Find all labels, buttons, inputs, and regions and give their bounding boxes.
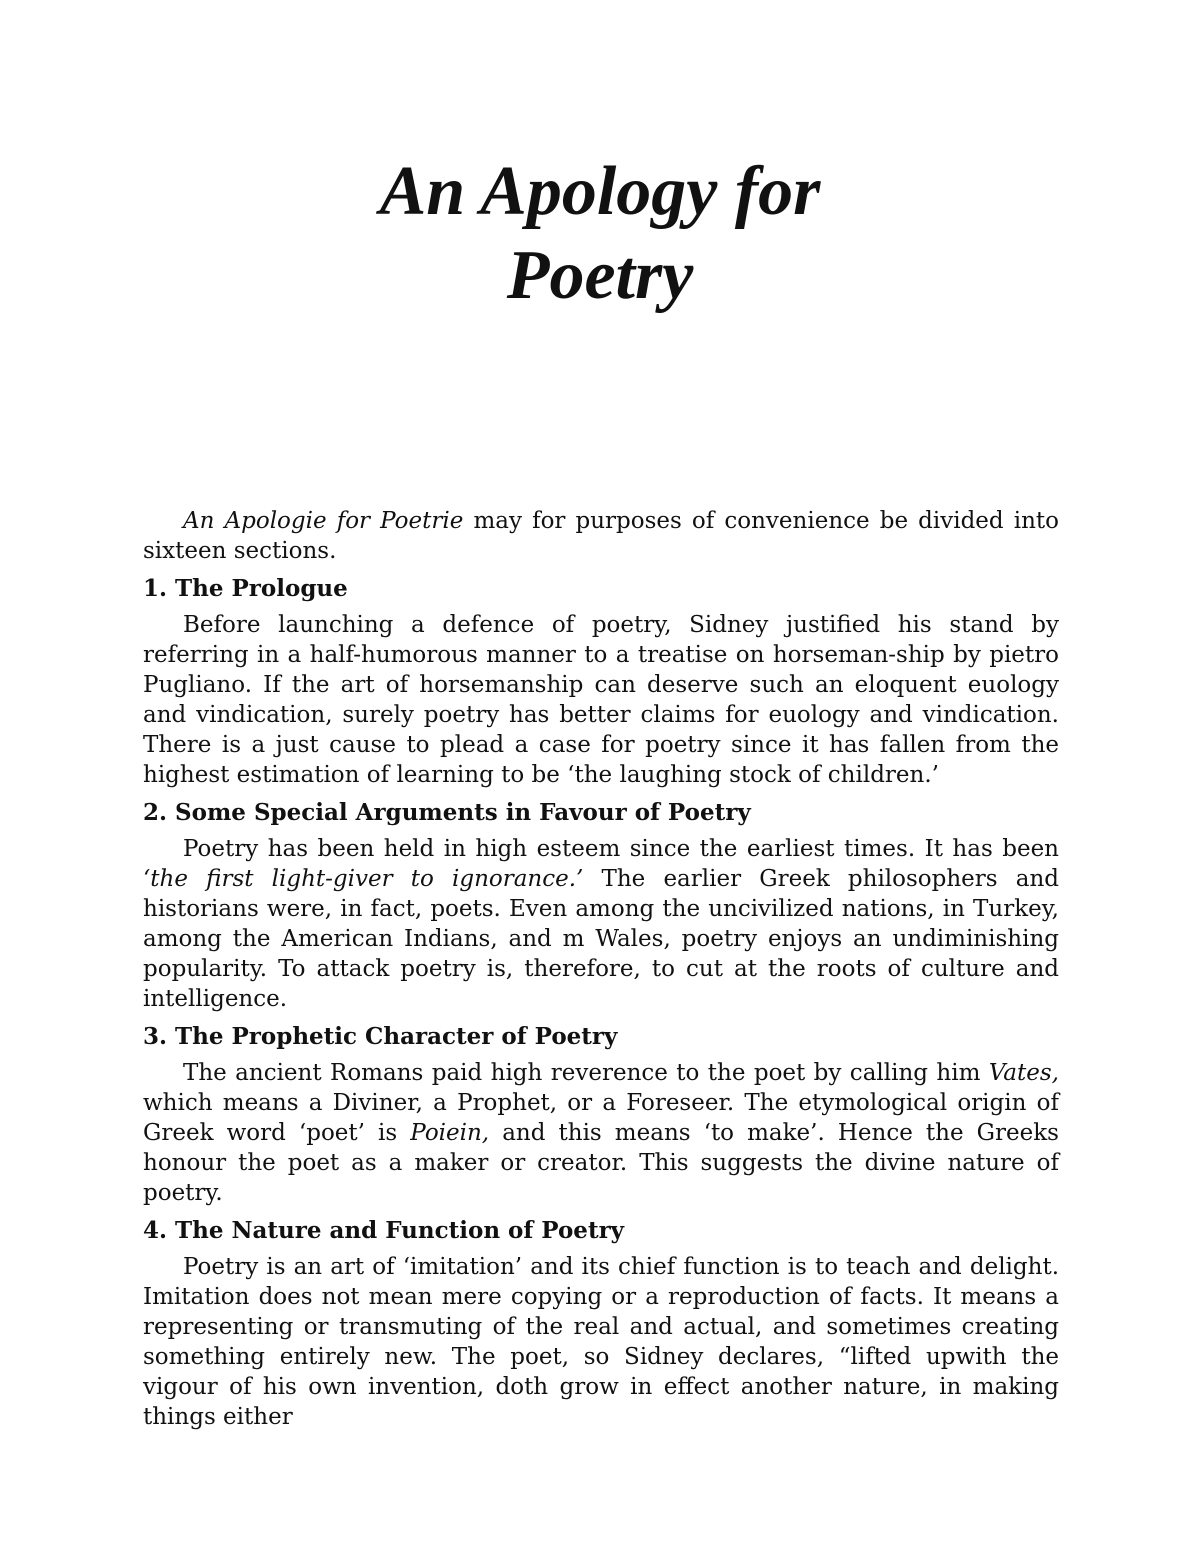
section-2-text-a: Poetry has been held in high esteem since the earliest times. It has been (183, 836, 1059, 862)
section-4-heading: 4. The Nature and Function of Poetry (143, 1217, 625, 1244)
section-4-paragraph: Poetry is an art of ‘imitation’ and its chief function is to teach and delight. Imitation does not mean mere copying or a reproduction of facts. It means a representing or transmuting of the real and actual, and sometimes creating something entirely new. The poet, so Sidney declares, “lifted upwith the vigour of his own invention, doth grow in effect another nature, in making things either (143, 1254, 1059, 1430)
document-body (143, 506, 1059, 1436)
section-2-text-b: The earlier Greek philosophers and historians were, in fact, poets. Even among the uncivilized nations, in Turkey, among the American Indians, and m Wales, poetry enjoys an undiminishing popularity. To attack poetry is, therefore, to cut at the roots of culture and intelligence. (143, 866, 1059, 1012)
section-3-text-c: and this means ‘to make’. Hence the Greeks honour the poet as a maker or creator. This suggests the divine nature of poetry. (143, 1120, 1059, 1206)
section-2-quote: ‘the first light-giver to ignorance.’ (143, 866, 584, 892)
section-3-heading: 3. The Prophetic Character of Poetry (143, 1023, 618, 1050)
section-1-heading: 1. The Prologue (143, 575, 348, 602)
intro-text: may for purposes of convenience be divided into sixteen sections. (143, 508, 1059, 564)
title-line-2: Poetry (506, 237, 694, 314)
intro-paragraph (143, 506, 1059, 566)
page-title (0, 150, 1200, 318)
section-1-paragraph: Before launching a defence of poetry, Sidney justified his stand by referring in a half-humorous manner to a treatise on horseman-ship by pietro Pugliano. If the art of horsemanship can deserve such an eloquent euology and vindication, surely poetry has better claims for euology and vindication. There is a just cause to plead a case for poetry since it has fallen from the highest estimation of learning to be ‘the laughing stock of children.’ (143, 612, 1059, 788)
section-2-paragraph (143, 834, 1059, 1014)
section-3-text-a: The ancient Romans paid high reverence to the poet by calling him (183, 1060, 989, 1086)
intro-title: An Apologie for Poetrie (183, 508, 464, 534)
section-3-paragraph (143, 1058, 1059, 1208)
section-3-term-poiein: Poiein, (410, 1120, 490, 1146)
section-2-heading: 2. Some Special Arguments in Favour of Poetry (143, 799, 751, 826)
section-3-text-b: which means a Diviner, a Prophet, or a Foreseer. The etymological origin of Greek word ‘poet’ is (143, 1090, 1059, 1146)
section-3-term-vates: Vates, (988, 1060, 1059, 1086)
title-line-1: An Apology for (379, 153, 821, 230)
